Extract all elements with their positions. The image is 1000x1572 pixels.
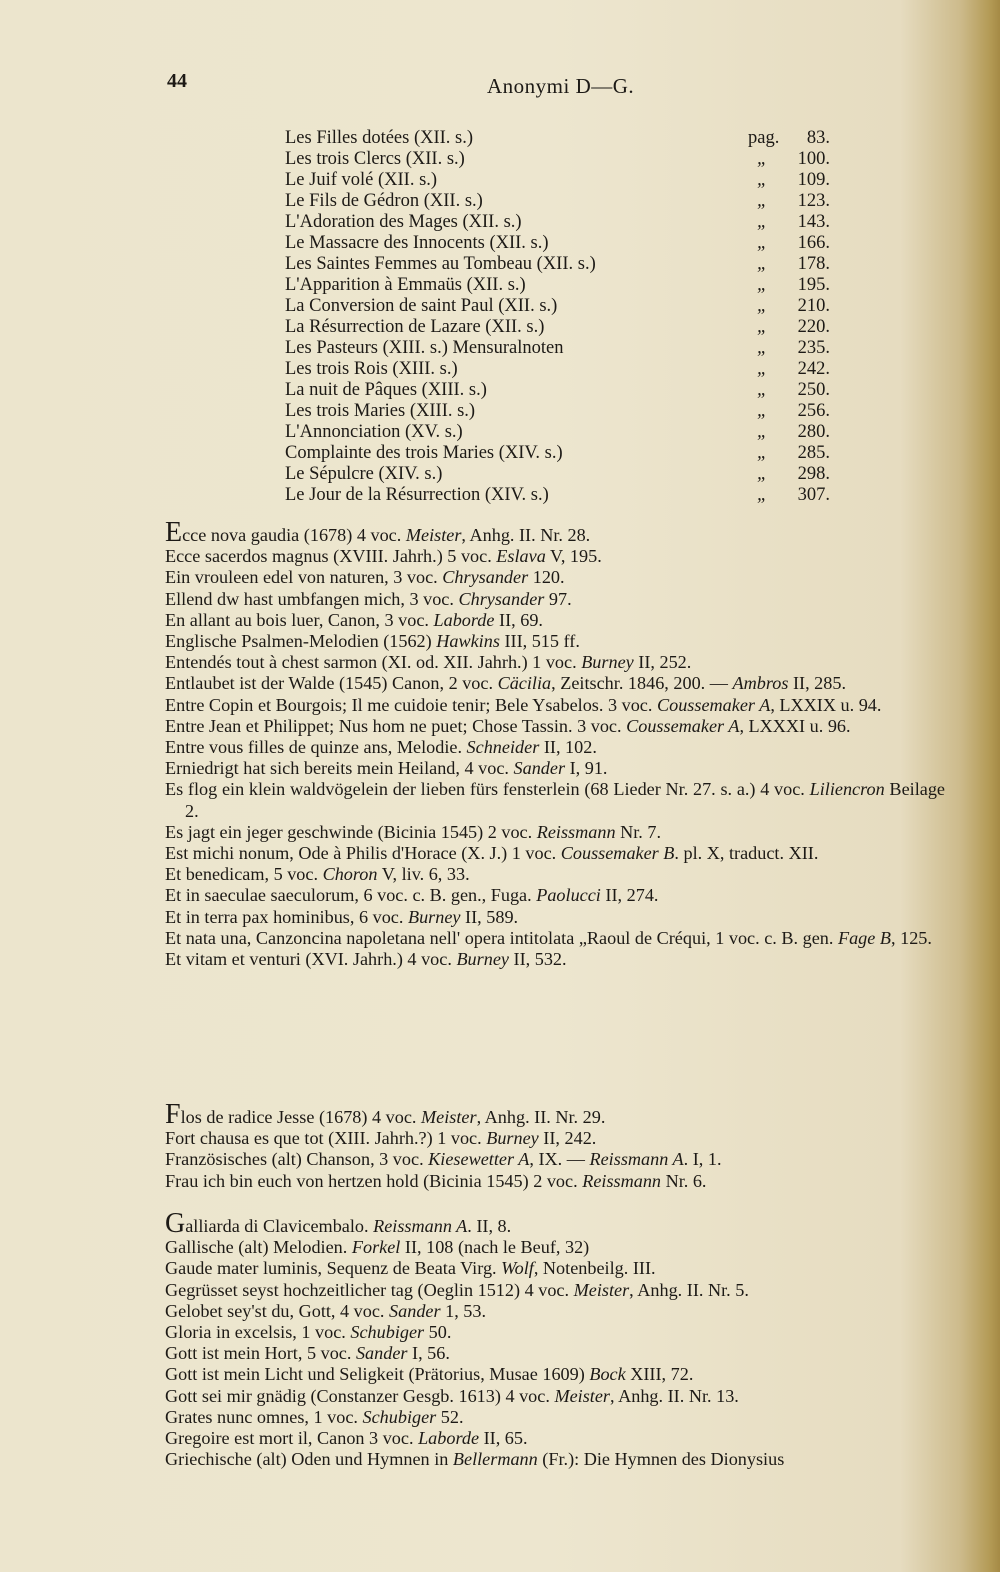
entry-text: Et benedicam, 5 voc. xyxy=(165,864,323,885)
page-prefix: „ xyxy=(757,464,768,484)
index-entry xyxy=(165,1280,945,1301)
play-row xyxy=(285,275,830,296)
entry-text: Ellend dw hast umbfangen mich, 3 voc. xyxy=(165,588,459,609)
entry-text: Est michi nonum, Ode à Philis d'Horace (X. J.) 1 voc. xyxy=(165,843,561,864)
source-ref: Sander xyxy=(513,758,566,779)
play-row xyxy=(285,170,830,191)
source-ref: Hawkins xyxy=(436,631,500,652)
entry-text: 1, 53. xyxy=(440,1300,487,1321)
index-entry xyxy=(165,517,945,548)
initial-letter: G xyxy=(165,1208,186,1239)
index-entry xyxy=(165,1208,945,1239)
play-title: La Conversion de saint Paul (XII. s.) xyxy=(285,296,558,316)
entry-text: (Fr.): Die Hymnen des Dionysius xyxy=(537,1449,785,1470)
play-title: Le Fils de Gédron (XII. s.) xyxy=(285,191,483,211)
source-ref: Reissmann xyxy=(536,821,616,842)
source-ref: Burney xyxy=(407,906,461,927)
running-title: Anonymi D—G. xyxy=(487,74,635,98)
entry-text: II, 102. xyxy=(539,737,597,758)
entry-text: II, 242. xyxy=(538,1128,597,1149)
play-row xyxy=(285,485,830,506)
play-title: L'Annonciation (XV. s.) xyxy=(285,422,463,442)
entry-text: , 125. xyxy=(891,927,932,948)
source-ref: Meister xyxy=(405,525,462,545)
page-prefix: „ xyxy=(757,422,768,442)
entry-text: En allant au bois luer, Canon, 3 voc. xyxy=(165,609,434,630)
source-ref: Coussemaker A xyxy=(656,694,771,715)
entry-text: II, 274. xyxy=(600,885,659,906)
entry-text: Gregoire est mort il, Canon 3 voc. xyxy=(165,1428,419,1449)
source-ref: Laborde xyxy=(418,1428,480,1449)
source-ref: Burney xyxy=(581,652,634,673)
index-entry xyxy=(165,695,945,716)
index-entry xyxy=(165,949,945,970)
entry-text: Entlaubet ist der Walde (1545) Canon, 2 voc. xyxy=(165,673,498,694)
page-prefix: „ xyxy=(757,191,768,211)
source-ref: Eslava xyxy=(496,546,546,567)
page-prefix: „ xyxy=(757,275,768,295)
index-entry xyxy=(165,1099,945,1130)
entry-text: V, liv. 6, 33. xyxy=(377,864,470,885)
entry-text: Entre Jean et Philippet; Nus hom ne puet; Chose Tassin. 3 voc. xyxy=(165,715,627,736)
source-ref: Schneider xyxy=(466,737,540,758)
section-f xyxy=(165,1099,945,1192)
source-ref: Wolf xyxy=(501,1258,534,1279)
index-entry xyxy=(165,610,945,631)
entry-text: II, 285. xyxy=(788,673,847,694)
index-entry xyxy=(165,928,945,949)
index-entry xyxy=(165,1171,945,1192)
entry-text: 50. xyxy=(424,1322,452,1343)
entry-text: Gaude mater luminis, Sequenz de Beata Virg. xyxy=(165,1258,502,1279)
entry-text: Et nata una, Canzoncina napoletana nell' opera intitolata „Raoul de Créqui, 1 voc. c. B. gen. xyxy=(165,927,838,948)
source-ref: Meister xyxy=(554,1385,611,1406)
source-ref: Reissmann A xyxy=(589,1149,684,1170)
page-prefix: „ xyxy=(757,149,768,169)
entry-text: , Anhg. II. Nr. 13. xyxy=(610,1385,739,1406)
entry-text: Fort chausa es que tot (XIII. Jahrh.?) 1 voc. xyxy=(165,1128,487,1149)
source-ref: Liliencron xyxy=(809,779,885,800)
entry-text: Entre vous filles de quinze ans, Melodie. xyxy=(165,737,467,758)
play-row xyxy=(285,233,830,254)
index-entry xyxy=(165,885,945,906)
play-title: Le Sépulcre (XIV. s.) xyxy=(285,464,443,484)
entry-text: Französisches (alt) Chanson, 3 voc. xyxy=(165,1149,429,1170)
entry-text: , LXXXI u. 96. xyxy=(739,715,851,736)
source-ref: Fage B xyxy=(837,927,891,948)
source-ref: Meister xyxy=(573,1279,630,1300)
source-ref: Kiesewetter A xyxy=(428,1149,530,1170)
source-ref: Burney xyxy=(456,949,509,970)
play-title: Les Filles dotées (XII. s.) xyxy=(285,128,474,148)
index-entry xyxy=(165,1449,945,1470)
index-entry xyxy=(165,864,945,885)
entry-text: Entre Copin et Bourgois; Il me cuidoie tenir; Bele Ysabelos. 3 voc. xyxy=(165,694,657,715)
play-title: Les Pasteurs (XIII. s.) Mensuralnoten xyxy=(285,338,564,358)
entry-text: , Notenbeilg. III. xyxy=(533,1258,656,1279)
index-entry xyxy=(165,1237,945,1258)
page-ref: 210. xyxy=(797,296,830,316)
play-row xyxy=(285,254,830,275)
entry-text: Nr. 6. xyxy=(661,1170,707,1191)
entry-text: V, 195. xyxy=(545,546,602,567)
index-entry xyxy=(165,652,945,673)
page-ref: 83. xyxy=(806,128,830,148)
entry-text: . pl. X, traduct. XII. xyxy=(674,843,819,864)
play-title: Les trois Maries (XIII. s.) xyxy=(285,401,476,421)
index-entry xyxy=(165,737,945,758)
entry-text: III, 515 ff. xyxy=(499,631,580,652)
entry-text: Nr. 7. xyxy=(615,821,662,842)
index-entry xyxy=(165,716,945,737)
index-entry xyxy=(165,567,945,588)
index-entry xyxy=(165,1428,945,1449)
entry-text: cce nova gaudia (1678) 4 voc. xyxy=(182,525,406,545)
play-row xyxy=(285,317,830,338)
page-prefix: „ xyxy=(757,233,768,253)
play-title: La Résurrection de Lazare (XII. s.) xyxy=(285,317,545,337)
entry-text: Et vitam et venturi (XVI. Jahrh.) 4 voc. xyxy=(165,949,457,970)
page-ref: 285. xyxy=(797,443,830,463)
source-ref: Paolucci xyxy=(536,885,601,906)
source-ref: Coussemaker B xyxy=(560,843,675,864)
page-ref: 220. xyxy=(797,317,830,337)
index-entry xyxy=(165,843,945,864)
source-ref: Bellermann xyxy=(452,1449,538,1470)
play-title: Le Jour de la Résurrection (XIV. s.) xyxy=(285,485,549,505)
entry-text: Griechische (alt) Oden und Hymnen in xyxy=(165,1449,453,1470)
page-ref: 143. xyxy=(797,212,830,232)
section-g xyxy=(165,1208,945,1470)
entry-text: I, 91. xyxy=(565,758,608,779)
source-ref: Cäcilia xyxy=(497,673,552,694)
section-e xyxy=(165,517,945,970)
plays-list xyxy=(285,128,830,506)
page-ref: 235. xyxy=(797,338,830,358)
index-entry xyxy=(165,1128,945,1149)
entry-text: Beilage 2. xyxy=(185,779,945,821)
page-ref: 166. xyxy=(797,233,830,253)
page-prefix: „ xyxy=(757,485,768,505)
index-entry xyxy=(165,779,945,821)
entry-text: Et in terra pax hominibus, 6 voc. xyxy=(165,906,408,927)
index-entry xyxy=(165,1258,945,1279)
entry-text: . I, 1. xyxy=(683,1149,722,1170)
entry-text: los de radice Jesse (1678) 4 voc. xyxy=(180,1107,421,1127)
entry-text: II, 69. xyxy=(494,609,543,630)
entry-text: II, 532. xyxy=(508,949,567,970)
page-prefix: „ xyxy=(757,296,768,316)
entry-text: I, 56. xyxy=(407,1343,450,1364)
page-ref: 280. xyxy=(797,422,830,442)
source-ref: Bock xyxy=(589,1364,626,1385)
entry-text: Gloria in excelsis, 1 voc. xyxy=(165,1322,351,1343)
entry-text: XIII, 72. xyxy=(625,1364,694,1385)
entry-text: , Anhg. II. Nr. 28. xyxy=(461,525,591,545)
play-row xyxy=(285,191,830,212)
page-ref: 109. xyxy=(797,170,830,190)
entry-text: II, 108 (nach le Beuf, 32) xyxy=(400,1237,590,1258)
source-ref: Reissmann A xyxy=(373,1216,468,1236)
index-entry xyxy=(165,1301,945,1322)
play-row xyxy=(285,128,830,149)
play-title: L'Adoration des Mages (XII. s.) xyxy=(285,212,522,232)
play-title: La nuit de Pâques (XIII. s.) xyxy=(285,380,487,400)
entry-text: II, 252. xyxy=(633,652,692,673)
page-ref: 178. xyxy=(797,254,830,274)
play-row xyxy=(285,212,830,233)
page-ref: 307. xyxy=(797,485,830,505)
source-ref: Reissmann xyxy=(582,1170,662,1191)
entry-text: , Anhg. II. Nr. 29. xyxy=(476,1107,606,1127)
entry-text: II, 65. xyxy=(479,1428,528,1449)
entry-text: Grates nunc omnes, 1 voc. xyxy=(165,1406,363,1427)
page-ref: 123. xyxy=(797,191,830,211)
source-ref: Sander xyxy=(355,1343,408,1364)
play-title: Les Saintes Femmes au Tombeau (XII. s.) xyxy=(285,254,596,274)
entry-text: , Zeitschr. 1846, 200. — xyxy=(551,673,733,694)
index-entry xyxy=(165,673,945,694)
entry-text: Englische Psalmen-Melodien (1562) xyxy=(165,631,437,652)
page-number: 44 xyxy=(167,70,187,92)
source-ref: Laborde xyxy=(433,609,495,630)
source-ref: Coussemaker A xyxy=(626,715,740,736)
index-entry xyxy=(165,1343,945,1364)
entry-text: 52. xyxy=(436,1406,464,1427)
entry-text: alliarda di Clavicembalo. xyxy=(185,1216,374,1236)
source-ref: Ambros xyxy=(732,673,789,694)
source-ref: Chrysander xyxy=(458,588,545,609)
page-ref: 195. xyxy=(797,275,830,295)
source-ref: Schubiger xyxy=(362,1406,437,1427)
page-prefix: pag. xyxy=(748,128,780,148)
page-prefix: „ xyxy=(757,443,768,463)
source-ref: Forkel xyxy=(351,1237,401,1258)
play-row xyxy=(285,338,830,359)
entry-text: Gallische (alt) Melodien. xyxy=(165,1237,352,1258)
page-ref: 256. xyxy=(797,401,830,421)
page-prefix: „ xyxy=(757,212,768,232)
page-prefix: „ xyxy=(757,170,768,190)
play-title: Le Massacre des Innocents (XII. s.) xyxy=(285,233,549,253)
page-prefix: „ xyxy=(757,254,768,274)
play-title: L'Apparition à Emmaüs (XII. s.) xyxy=(285,275,526,295)
entry-text: Ecce sacerdos magnus (XVIII. Jahrh.) 5 voc. xyxy=(165,546,497,567)
entry-text: Gott ist mein Hort, 5 voc. xyxy=(165,1343,356,1364)
play-title: Complainte des trois Maries (XIV. s.) xyxy=(285,443,563,463)
index-entry xyxy=(165,822,945,843)
entry-text: 120. xyxy=(528,567,565,588)
entry-text: Ein vrouleen edel von naturen, 3 voc. xyxy=(165,567,443,588)
entry-text: . II, 8. xyxy=(467,1216,512,1236)
initial-letter: E xyxy=(165,517,183,548)
page-prefix: „ xyxy=(757,338,768,358)
index-entry xyxy=(165,1364,945,1385)
index-entry xyxy=(165,546,945,567)
index-entry xyxy=(165,1149,945,1170)
play-row xyxy=(285,359,830,380)
initial-letter: F xyxy=(165,1099,181,1130)
entry-text: Frau ich bin euch von hertzen hold (Bicinia 1545) 2 voc. xyxy=(165,1170,583,1191)
index-entry xyxy=(165,589,945,610)
page-prefix: „ xyxy=(757,359,768,379)
entry-text: , IX. — xyxy=(529,1149,590,1170)
play-row xyxy=(285,149,830,170)
play-row xyxy=(285,464,830,485)
play-title: Les trois Clercs (XII. s.) xyxy=(285,149,465,169)
source-ref: Meister xyxy=(421,1107,477,1127)
entry-text: Es flog ein klein waldvögelein der lieben fürs fensterlein (68 Lieder Nr. 27. s. a.) 4 voc. xyxy=(165,779,810,800)
entry-text: 97. xyxy=(544,588,572,609)
entry-text: Entendés tout à chest sarmon (XI. od. XII. Jahrh.) 1 voc. xyxy=(165,652,582,673)
entry-text: Erniedrigt hat sich bereits mein Heiland, 4 voc. xyxy=(165,758,514,779)
play-title: Les trois Rois (XIII. s.) xyxy=(285,359,458,379)
page-prefix: „ xyxy=(757,401,768,421)
source-ref: Burney xyxy=(486,1128,539,1149)
play-row xyxy=(285,443,830,464)
index-entry xyxy=(165,1407,945,1428)
play-row xyxy=(285,380,830,401)
page-ref: 100. xyxy=(797,149,830,169)
page-prefix: „ xyxy=(757,317,768,337)
entry-text: Et in saeculae saeculorum, 6 voc. c. B. gen., Fuga. xyxy=(165,885,537,906)
source-ref: Choron xyxy=(322,864,378,885)
play-title: Le Juif volé (XII. s.) xyxy=(285,170,438,190)
entry-text: , Anhg. II. Nr. 5. xyxy=(629,1279,749,1300)
index-entry xyxy=(165,1386,945,1407)
entry-text: , LXXIX u. 94. xyxy=(770,694,882,715)
source-ref: Schubiger xyxy=(350,1322,425,1343)
entry-text: Gegrüsset seyst hochzeitlicher tag (Oeglin 1512) 4 voc. xyxy=(165,1279,574,1300)
index-entry xyxy=(165,631,945,652)
index-entry xyxy=(165,758,945,779)
play-row xyxy=(285,296,830,317)
page-ref: 242. xyxy=(797,359,830,379)
page-ref: 250. xyxy=(797,380,830,400)
entry-text: Gott sei mir gnädig (Constanzer Gesgb. 1613) 4 voc. xyxy=(165,1385,555,1406)
index-entry xyxy=(165,1322,945,1343)
page-ref: 298. xyxy=(797,464,830,484)
play-row xyxy=(285,422,830,443)
entry-text: Gelobet sey'st du, Gott, 4 voc. xyxy=(165,1300,390,1321)
source-ref: Chrysander xyxy=(442,567,529,588)
entry-text: Es jagt ein jeger geschwinde (Bicinia 1545) 2 voc. xyxy=(165,821,537,842)
page-prefix: „ xyxy=(757,380,768,400)
entry-text: II, 589. xyxy=(460,906,519,927)
entry-text: Gott ist mein Licht und Seligkeit (Prätorius, Musae 1609) xyxy=(165,1364,590,1385)
index-entry xyxy=(165,907,945,928)
source-ref: Sander xyxy=(389,1300,441,1321)
play-row xyxy=(285,401,830,422)
